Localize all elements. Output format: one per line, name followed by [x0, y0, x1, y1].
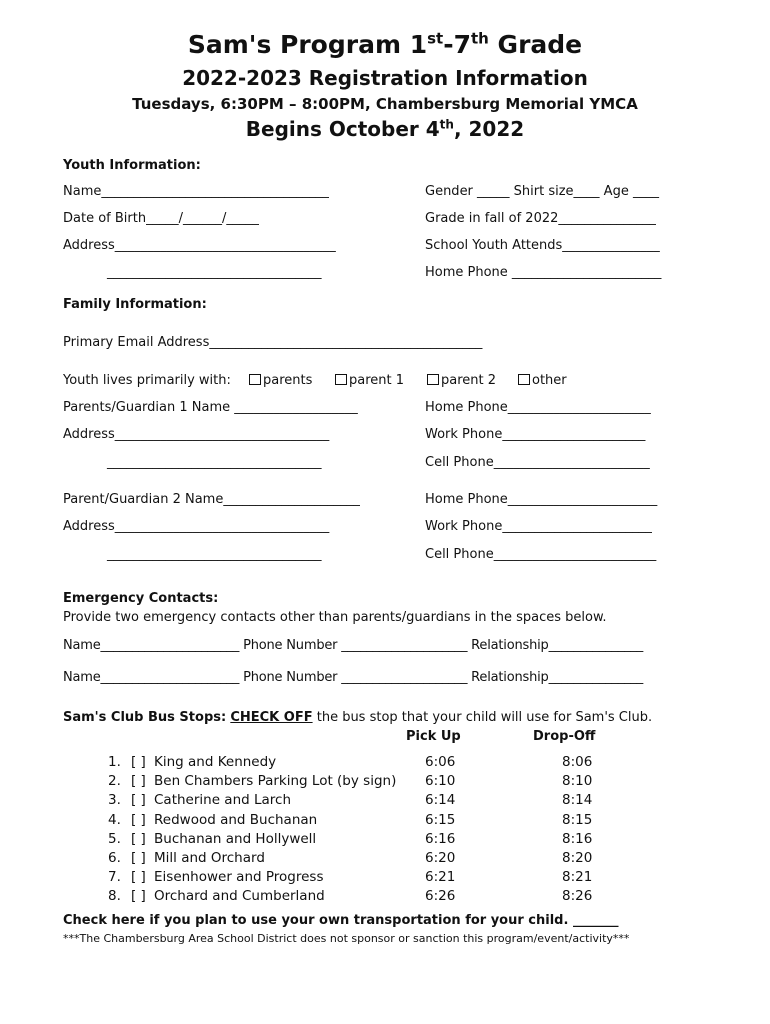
- bus-stop-checkbox[interactable]: [ ]: [131, 888, 146, 905]
- dropoff-column-header: Drop-Off: [533, 729, 596, 744]
- option-other[interactable]: other: [518, 373, 567, 388]
- own-transport-checkline[interactable]: Check here if you plan to use your own transportation for your child. _______: [63, 913, 619, 928]
- bus-stop-dropoff-time: 8:06: [562, 754, 593, 770]
- youth-address-line2[interactable]: _________________________________: [107, 265, 322, 280]
- guardian2-cell-phone-field[interactable]: Cell Phone_________________________: [425, 547, 657, 562]
- bus-stop-number: 5.: [108, 830, 121, 847]
- bus-stop-dropoff-time: 8:14: [562, 792, 593, 809]
- page-title: Sam's Program 1st-7th Grade: [187, 29, 583, 59]
- date-of-birth-field[interactable]: Date of Birth_____/______/_____: [63, 211, 259, 226]
- bus-stop-checkbox[interactable]: [ ]: [131, 792, 146, 809]
- checkbox-parent-1[interactable]: [335, 374, 347, 385]
- bus-stop-checkbox[interactable]: [ ]: [131, 811, 146, 828]
- family-info-heading: Family Information:: [63, 297, 207, 312]
- guardian2-work-phone-field[interactable]: Work Phone_______________________: [425, 519, 652, 534]
- disclaimer: ***The Chambersburg Area School District does not sponsor or sanction this program/event/activity***: [63, 932, 630, 945]
- guardian1-address-field[interactable]: Address_________________________________: [63, 427, 330, 442]
- option-parents[interactable]: parents: [249, 373, 312, 388]
- bus-stop-pickup-time: 6:15: [425, 811, 456, 828]
- checkbox-parent-2[interactable]: [427, 374, 439, 385]
- bus-stop-checkbox[interactable]: [ ]: [131, 850, 146, 866]
- guardian1-cell-phone-field[interactable]: Cell Phone________________________: [425, 455, 650, 470]
- bus-stop-name: Buchanan and Hollywell: [154, 830, 317, 847]
- schedule-line: Tuesdays, 6:30PM – 8:00PM, Chambersburg Memorial YMCA: [132, 95, 638, 113]
- emergency-contact-1[interactable]: Name______________________ Phone Number ____________________ Relationship_______________: [63, 638, 644, 653]
- bus-stop-name: Mill and Orchard: [154, 850, 265, 866]
- bus-stop-name: Catherine and Larch: [154, 792, 292, 809]
- bus-stop-number: 3.: [108, 792, 121, 809]
- bus-stop-checkbox[interactable]: [ ]: [131, 830, 146, 847]
- bus-stop-pickup-time: 6:16: [425, 830, 456, 847]
- bus-stop-number: 4.: [108, 811, 121, 828]
- guardian1-work-phone-field[interactable]: Work Phone______________________: [425, 427, 646, 442]
- bus-stops-heading: Sam's Club Bus Stops: CHECK OFF the bus stop that your child will use for Sam's Club.: [63, 710, 653, 725]
- bus-stop-pickup-time: 6:26: [425, 888, 456, 905]
- bus-stop-number: 1.: [108, 754, 121, 770]
- bus-stop-dropoff-time: 8:26: [562, 888, 593, 905]
- bus-stop-name: Eisenhower and Progress: [154, 869, 324, 886]
- guardian2-address-field[interactable]: Address_________________________________: [63, 519, 330, 534]
- bus-stop-checkbox[interactable]: [ ]: [131, 869, 146, 886]
- bus-stop-name: King and Kennedy: [154, 754, 277, 770]
- youth-home-phone-field[interactable]: Home Phone _______________________: [425, 265, 662, 280]
- bus-stop-checkbox[interactable]: [ ]: [131, 773, 146, 790]
- checkbox-other[interactable]: [518, 374, 530, 385]
- bus-stop-pickup-time: 6:06: [425, 754, 456, 770]
- bus-stop-name: Ben Chambers Parking Lot (by sign): [154, 773, 397, 790]
- bus-stop-pickup-time: 6:21: [425, 869, 456, 886]
- emergency-contact-2[interactable]: Name______________________ Phone Number ____________________ Relationship_______________: [63, 670, 644, 685]
- option-parent-2[interactable]: parent 2: [427, 373, 496, 388]
- youth-info-heading: Youth Information:: [63, 158, 201, 173]
- bus-stop-dropoff-time: 8:16: [562, 830, 593, 847]
- guardian1-address-line2[interactable]: _________________________________: [107, 455, 322, 470]
- bus-stop-number: 6.: [108, 850, 121, 866]
- emergency-heading: Emergency Contacts:: [63, 591, 219, 606]
- bus-stop-number: 8.: [108, 888, 121, 905]
- bus-stop-pickup-time: 6:10: [425, 773, 456, 790]
- bus-stop-pickup-time: 6:20: [425, 850, 456, 866]
- youth-address-field[interactable]: Address__________________________________: [63, 238, 336, 253]
- emergency-instructions: Provide two emergency contacts other than parents/guardians in the spaces below.: [63, 610, 607, 625]
- guardian1-name-field[interactable]: Parents/Guardian 1 Name ___________________: [63, 400, 358, 415]
- guardian2-name-field[interactable]: Parent/Guardian 2 Name_____________________: [63, 492, 360, 507]
- grade-field[interactable]: Grade in fall of 2022_______________: [425, 211, 656, 226]
- guardian1-home-phone-field[interactable]: Home Phone______________________: [425, 400, 651, 415]
- option-parent-1[interactable]: parent 1: [335, 373, 404, 388]
- bus-stop-dropoff-time: 8:20: [562, 850, 593, 866]
- checkbox-parents[interactable]: [249, 374, 261, 385]
- pickup-column-header: Pick Up: [406, 729, 461, 744]
- gender-shirt-age-field[interactable]: Gender _____ Shirt size____ Age ____: [425, 184, 659, 199]
- guardian2-address-line2[interactable]: _________________________________: [107, 547, 322, 562]
- bus-stop-name: Redwood and Buchanan: [154, 811, 318, 828]
- bus-stop-dropoff-time: 8:10: [562, 773, 593, 790]
- start-date: Begins October 4th, 2022: [245, 117, 525, 141]
- bus-stop-pickup-time: 6:14: [425, 792, 456, 809]
- bus-stop-dropoff-time: 8:15: [562, 811, 593, 828]
- lives-with-label: Youth lives primarily with:: [63, 373, 231, 388]
- youth-name-field[interactable]: Name___________________________________: [63, 184, 329, 199]
- bus-stop-number: 2.: [108, 773, 121, 790]
- page-subtitle: 2022-2023 Registration Information: [182, 66, 588, 90]
- bus-stop-number: 7.: [108, 869, 121, 886]
- guardian2-home-phone-field[interactable]: Home Phone_______________________: [425, 492, 658, 507]
- bus-stop-name: Orchard and Cumberland: [154, 888, 325, 905]
- bus-stop-dropoff-time: 8:21: [562, 869, 593, 886]
- primary-email-field[interactable]: Primary Email Address__________________________________________: [63, 335, 483, 350]
- bus-stop-checkbox[interactable]: [ ]: [131, 754, 146, 770]
- school-field[interactable]: School Youth Attends_______________: [425, 238, 660, 253]
